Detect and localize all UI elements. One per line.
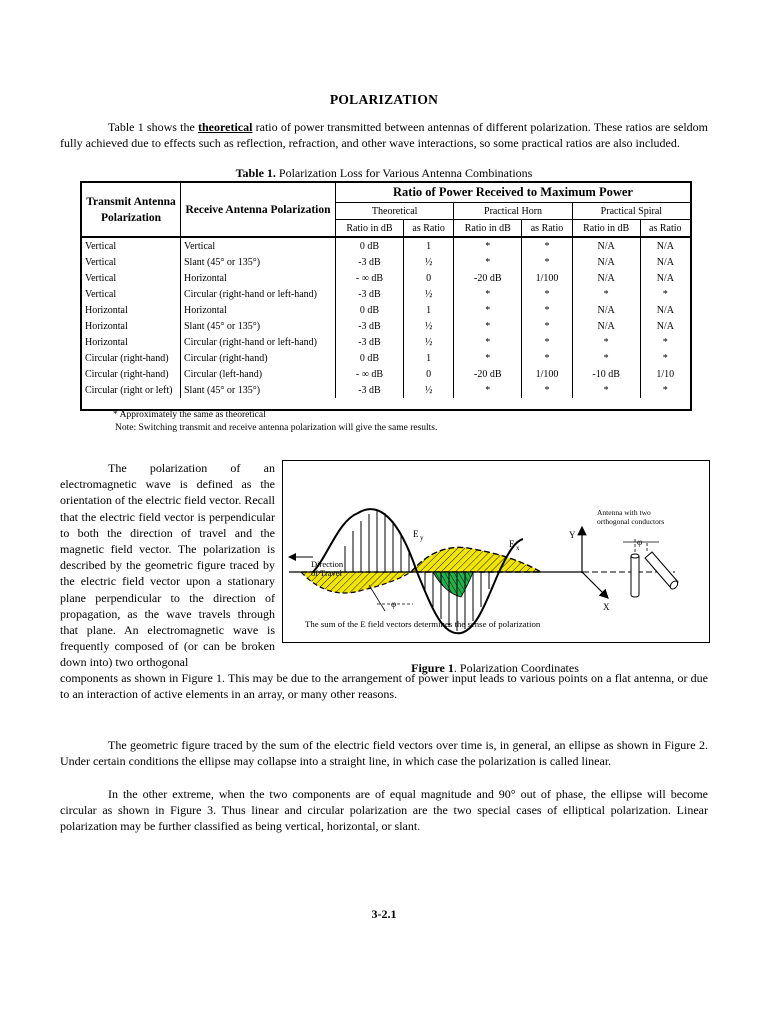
- table-cell: -3 dB: [336, 286, 404, 302]
- table-row: [82, 286, 690, 302]
- table-cell: *: [454, 382, 522, 398]
- table-cell: *: [522, 318, 572, 334]
- table-cell: Circular (right-hand or left-hand): [181, 334, 336, 350]
- label-ex-sub: x: [516, 544, 520, 552]
- table-cell: N/A: [640, 318, 690, 334]
- circular-paragraph: In the other extreme, when the two components are of equal magnitude and 90° out of phase, the ellipse will become circular as shown in Figure 3. Thus linear and circular polarization are the two special cases of elliptical polarization. Linear polarization may be further classified as being vertical, horizontal, or slant.: [60, 787, 708, 834]
- table-cell: 1: [403, 237, 453, 254]
- table-cell: *: [454, 302, 522, 318]
- table-cell: 1: [403, 302, 453, 318]
- label-ey-sub: y: [420, 534, 424, 542]
- polarization-components-paragraph: components as shown in Figure 1. This may be due to the arrangement of power input leads to various points on a flat antenna, or due to an interaction of active elements in an array, or many other reasons.: [60, 671, 708, 702]
- table-cell: -10 dB: [572, 366, 640, 382]
- table-row: [82, 334, 690, 350]
- table-row: [82, 270, 690, 286]
- sub-header: as Ratio: [522, 220, 572, 238]
- table-cell: ½: [403, 382, 453, 398]
- table-row: [82, 350, 690, 366]
- label-y: Y: [569, 530, 576, 540]
- table-cell: 0: [403, 270, 453, 286]
- sub-header: as Ratio: [640, 220, 690, 238]
- table-cell: 1/100: [522, 270, 572, 286]
- table-cell: *: [572, 350, 640, 366]
- table-cell: -20 dB: [454, 270, 522, 286]
- page-title: POLARIZATION: [329, 92, 439, 107]
- header-transmit: Transmit Antenna Polarization: [82, 183, 181, 237]
- table-cell: Vertical: [82, 237, 181, 254]
- table-cell: -3 dB: [336, 318, 404, 334]
- antenna-label-2: orthogonal conductors: [597, 517, 665, 526]
- table-row: [82, 382, 690, 398]
- table-cell: -3 dB: [336, 382, 404, 398]
- table-cell: *: [522, 237, 572, 254]
- label-travel: of Travel: [311, 568, 342, 578]
- antenna-vertical-conductor: [631, 554, 639, 597]
- intro-paragraph: [60, 119, 708, 151]
- group-theoretical: Theoretical: [336, 203, 454, 220]
- label-direction: Direction: [311, 559, 344, 569]
- polarization-coordinates-diagram: [283, 461, 709, 642]
- table-cell: *: [522, 286, 572, 302]
- table-cell: ½: [403, 286, 453, 302]
- sub-header: Ratio in dB: [336, 220, 404, 238]
- table-cell: *: [522, 334, 572, 350]
- table-cell: N/A: [572, 318, 640, 334]
- table-cell: *: [572, 286, 640, 302]
- overlap-region: [433, 572, 473, 597]
- figure-caption-label: Figure 1: [411, 661, 454, 675]
- polarization-definition-paragraph: The polarization of an electromagnetic wave is defined as the orientation of the electric field vector. Recall that the electric field vector is perpendicular to both the direction of travel and the magnetic field vector. The polarization is described by the geometric figure traced by the electric field vector upon a stationary plane perpendicular to the direction of propagation, as the wave travels through that plane. An electromagnetic wave is frequently composed of (or can be broken down into) two orthogonal: [60, 461, 275, 670]
- table-cell: N/A: [640, 270, 690, 286]
- table-cell: *: [640, 286, 690, 302]
- table-cell: Circular (left-hand): [181, 366, 336, 382]
- table-cell: - ∞ dB: [336, 366, 404, 382]
- table-cell: *: [572, 334, 640, 350]
- table-cell: *: [522, 302, 572, 318]
- antenna-label-1: Antenna with two: [597, 508, 651, 517]
- table-cell: Slant (45° or 135°): [181, 254, 336, 270]
- table-caption-text: Polarization Loss for Various Antenna Combinations: [275, 166, 533, 180]
- table-cell: Circular (right-hand): [85, 352, 169, 364]
- table-row: [82, 302, 690, 318]
- table-row: [82, 366, 690, 382]
- label-x: X: [603, 602, 610, 612]
- x-axis: [582, 572, 608, 598]
- sub-header: as Ratio: [403, 220, 453, 238]
- sum-caption: The sum of the E field vectors determines the sense of polarization: [305, 619, 541, 629]
- table-cell: *: [454, 334, 522, 350]
- table-cell: *: [572, 382, 640, 398]
- table-cell: *: [522, 254, 572, 270]
- table-cell: Horizontal: [85, 320, 128, 332]
- table-caption-label: Table 1.: [235, 166, 276, 180]
- table-cell: 1/10: [640, 366, 690, 382]
- table-cell: 0: [403, 366, 453, 382]
- label-ex: E: [509, 539, 515, 549]
- figure-1: [282, 460, 710, 643]
- table-cell: - ∞ dB: [336, 270, 404, 286]
- table-cell: *: [454, 254, 522, 270]
- table-cell: 0 dB: [336, 302, 404, 318]
- table-cell: N/A: [572, 254, 640, 270]
- table-cell: *: [454, 286, 522, 302]
- table-cell: *: [640, 334, 690, 350]
- table-cell: 1: [403, 350, 453, 366]
- table-cell: Circular (right-hand or left-hand): [181, 286, 336, 302]
- table-note: Note: Switching transmit and receive antenna polarization will give the same results.: [115, 423, 438, 433]
- table-row: [82, 237, 690, 254]
- ellipse-paragraph: The geometric figure traced by the sum of the electric field vectors over time is, in general, an ellipse as shown in Figure 2. Under certain conditions the ellipse may collapse into a straight line, in which case the polarization is called linear.: [60, 738, 708, 769]
- antenna-horizontal-conductor: [645, 552, 679, 590]
- table-cell: *: [454, 237, 522, 254]
- table-row: [82, 318, 690, 334]
- intro-after: ratio of power transmitted between antennas of different polarization. These ratios are seldom fully achieved due to effects such as reflection, refraction, and other wave interactions, so some practical ratios are also included.: [60, 120, 708, 151]
- table-cell: Vertical: [85, 256, 117, 268]
- table-cell: ½: [403, 334, 453, 350]
- table-cell: Horizontal: [181, 302, 336, 318]
- label-phi-antenna: φ: [637, 537, 643, 547]
- polarization-loss-table: [80, 181, 692, 411]
- table-cell: 0 dB: [336, 237, 404, 254]
- table-caption: [0, 166, 768, 181]
- table-footnote: * Approximately the same as theoretical: [113, 410, 266, 420]
- header-receive: Receive Antenna Polarization: [181, 183, 336, 237]
- label-ey: E: [413, 529, 419, 539]
- table-row: [82, 254, 690, 270]
- intro-before: Table 1 shows the: [108, 120, 199, 134]
- table-cell: Circular (right-hand): [85, 368, 169, 380]
- group-practical-horn: Practical Horn: [454, 203, 572, 220]
- table-cell: Vertical: [85, 288, 117, 300]
- table-cell: Vertical: [85, 272, 117, 284]
- table-cell: N/A: [640, 254, 690, 270]
- table-notes: [113, 409, 437, 435]
- table-cell: Slant (45° or 135°): [181, 318, 336, 334]
- table-cell: *: [522, 350, 572, 366]
- table-cell: ½: [403, 254, 453, 270]
- table-cell: 1/100: [522, 366, 572, 382]
- figure-caption-text: . Polarization Coordinates: [453, 661, 579, 675]
- table-cell: ½: [403, 318, 453, 334]
- table-cell: -20 dB: [454, 366, 522, 382]
- table-cell: N/A: [572, 270, 640, 286]
- header-ratio-group: Ratio of Power Received to Maximum Power: [336, 183, 691, 203]
- table-cell: N/A: [640, 237, 690, 254]
- table-cell: N/A: [572, 237, 640, 254]
- table-cell: *: [522, 382, 572, 398]
- table-cell: Circular (right or left): [85, 384, 173, 396]
- table-cell: N/A: [640, 302, 690, 318]
- table-cell: Slant (45° or 135°): [181, 382, 336, 398]
- table-cell: N/A: [572, 302, 640, 318]
- label-phi-left: φ: [391, 599, 397, 609]
- table-cell: *: [640, 350, 690, 366]
- table-cell: *: [454, 318, 522, 334]
- intro-emphasis: theoretical: [198, 120, 253, 134]
- sub-header: Ratio in dB: [572, 220, 640, 238]
- table-cell: *: [640, 382, 690, 398]
- table-cell: Circular (right-hand): [181, 350, 336, 366]
- table-cell: Horizontal: [181, 270, 336, 286]
- ex-lobe-2: [411, 547, 541, 572]
- group-practical-spiral: Practical Spiral: [572, 203, 690, 220]
- table-cell: Vertical: [181, 237, 336, 254]
- table-cell: *: [454, 350, 522, 366]
- table-cell: -3 dB: [336, 334, 404, 350]
- sub-header: Ratio in dB: [454, 220, 522, 238]
- table-cell: Horizontal: [85, 304, 128, 316]
- table-cell: 0 dB: [336, 350, 404, 366]
- page-number: 3-2.1: [371, 907, 397, 921]
- table-cell: Horizontal: [85, 336, 128, 348]
- table-cell: -3 dB: [336, 254, 404, 270]
